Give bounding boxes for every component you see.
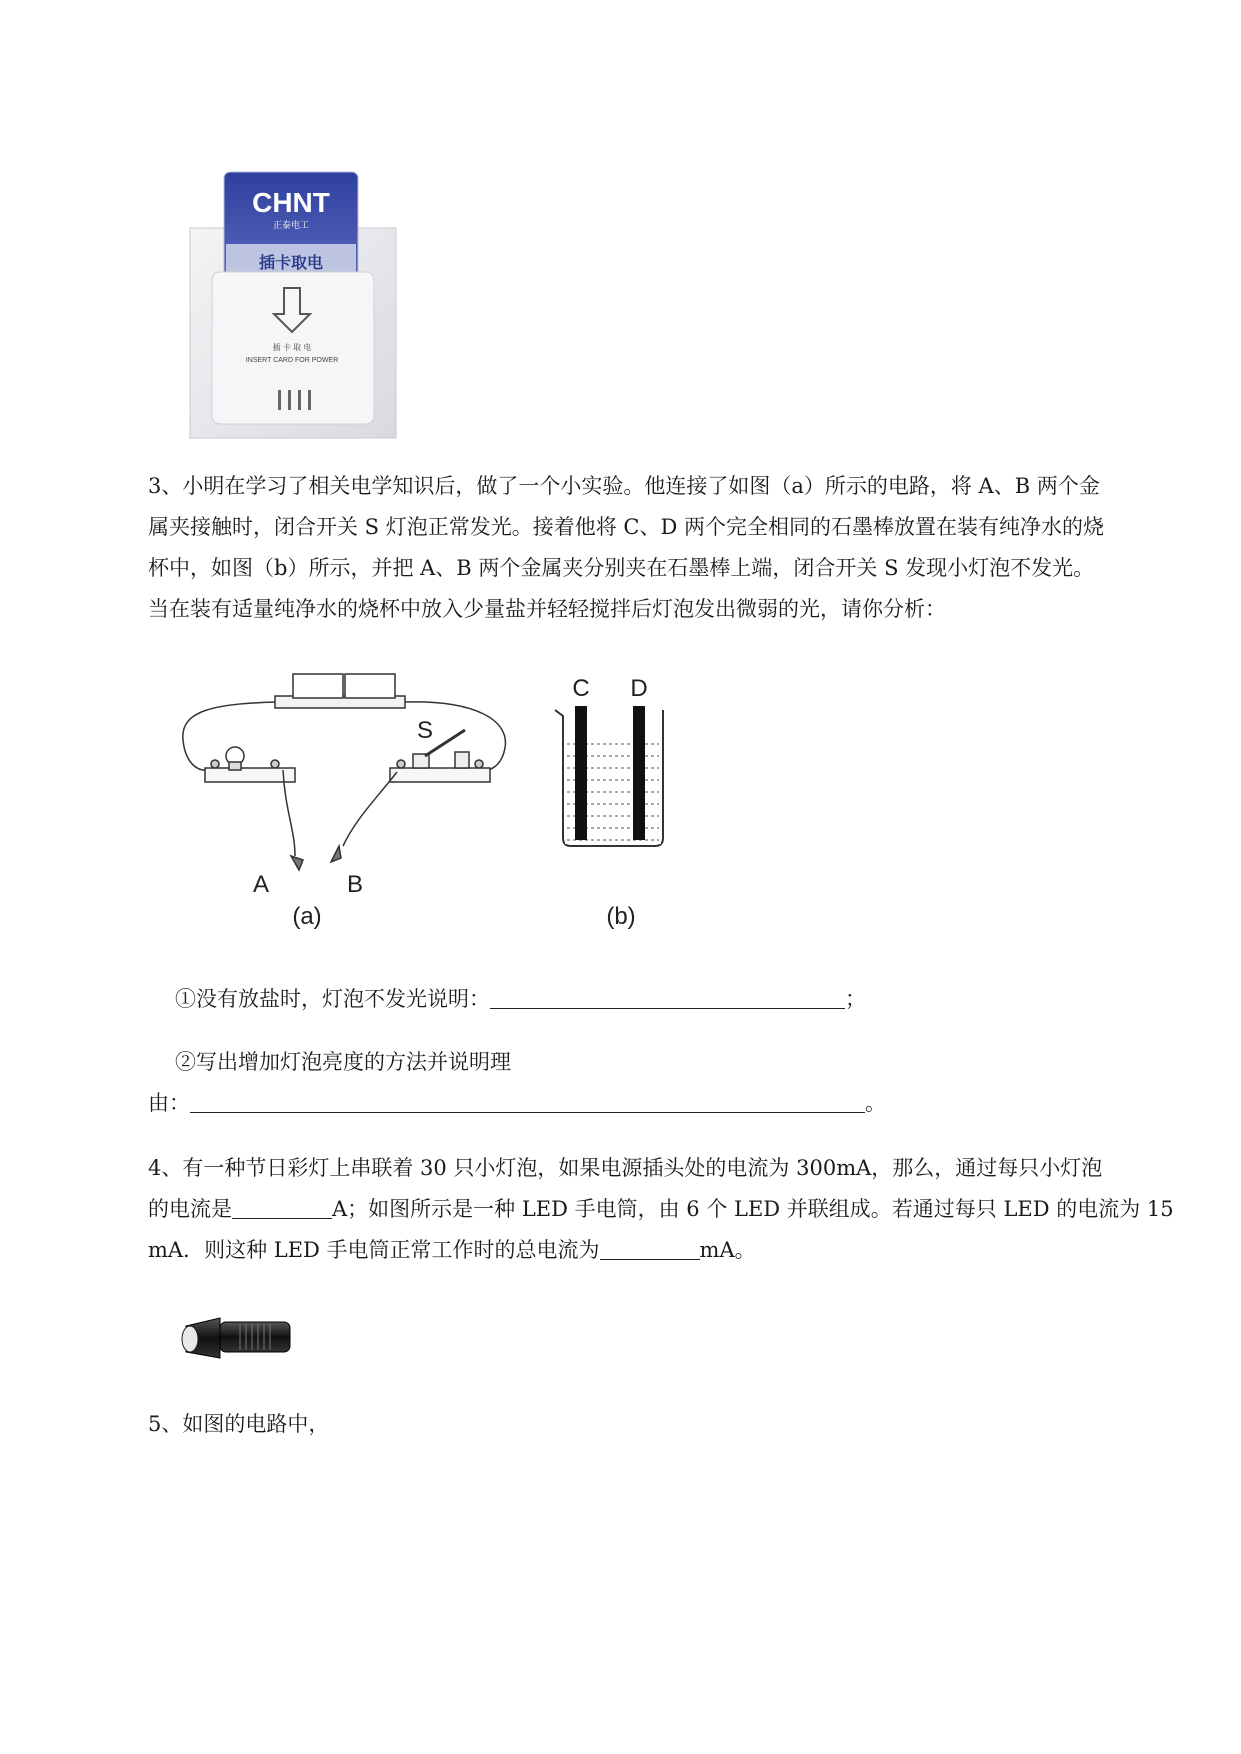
question-4 bbox=[148, 1148, 1174, 1271]
answer-blank-2[interactable] bbox=[190, 1088, 865, 1113]
answer-blank-3[interactable] bbox=[232, 1194, 332, 1219]
q4-line-1: 4、有一种节日彩灯上串联着 30 只小灯泡，如果电源插头处的电流为 300mA，那么，通过每只小灯泡 bbox=[148, 1156, 1103, 1180]
q3-line-2: 属夹接触时，闭合开关 S 灯泡正常发光。接着他将 C、D 两个完全相同的石墨棒放置在装有纯净水的烧 bbox=[148, 515, 1104, 539]
q3-sub1-text: ①没有放盐时，灯泡不发光说明： bbox=[175, 987, 490, 1011]
caption-b: (b) bbox=[606, 903, 636, 930]
caption-a: (a) bbox=[292, 903, 322, 930]
question-5 bbox=[148, 1404, 1168, 1445]
q3-line-1: 3、小明在学习了相关电学知识后，做了一个小实验。他连接了如图（a）所示的电路，将 A、B 两个金 bbox=[148, 474, 1100, 498]
answer-blank-4[interactable] bbox=[600, 1235, 700, 1260]
slot-label-en: INSERT CARD FOR POWER bbox=[245, 357, 339, 364]
q3-sub-2-line2 bbox=[148, 1083, 1168, 1124]
q3-line-4: 当在装有适量纯净水的烧杯中放入少量盐并轻轻搅拌后灯泡发出微弱的光，请你分析： bbox=[148, 597, 946, 621]
q4-line-2a: 的电流是 bbox=[148, 1197, 232, 1221]
graphite-rod-c bbox=[575, 706, 587, 840]
q3-sub-1 bbox=[175, 979, 1195, 1020]
q4-line-3b: mA。 bbox=[699, 1238, 756, 1262]
circuit-a bbox=[183, 674, 506, 870]
brand-logo: CHNT bbox=[252, 187, 330, 218]
label-c: C bbox=[572, 675, 590, 702]
q3-line-3: 杯中，如图（b）所示，并把 A、B 两个金属夹分别夹在石墨棒上端，闭合开关 S 发现小灯泡不发光。 bbox=[148, 556, 1095, 580]
flashlight-image bbox=[180, 1302, 300, 1372]
q3-sub2-text: ②写出增加灯泡亮度的方法并说明理 bbox=[175, 1050, 511, 1074]
question-3 bbox=[148, 466, 1168, 630]
q5-text: 5、如图的电路中， bbox=[148, 1412, 330, 1436]
q4-line-2b: A；如图所示是一种 LED 手电筒，由 6 个 LED 并联组成。若通过每只 LED 的电流为 15 bbox=[332, 1197, 1174, 1221]
answer-blank-1[interactable] bbox=[490, 984, 845, 1009]
slot-label-cn: 插 卡 取 电 bbox=[272, 343, 312, 352]
circuit-figure bbox=[175, 660, 735, 940]
card-text: 插卡取电 bbox=[258, 255, 324, 272]
label-d: D bbox=[630, 675, 648, 702]
q4-line-3a: mA．则这种 LED 手电筒正常工作时的总电流为 bbox=[148, 1238, 600, 1262]
graphite-rod-d bbox=[633, 706, 645, 840]
q3-sub-2 bbox=[175, 1042, 1195, 1083]
q3-sub1-end: ； bbox=[845, 987, 866, 1011]
card-power-switch-image bbox=[188, 168, 398, 440]
label-s: S bbox=[417, 717, 434, 744]
q3-sub2-line2: 由： bbox=[148, 1091, 190, 1115]
brand-sub: 正泰电工 bbox=[272, 220, 310, 230]
q3-sub2-end: 。 bbox=[865, 1091, 886, 1115]
label-a: A bbox=[253, 871, 270, 898]
beaker-b bbox=[555, 706, 663, 846]
label-b: B bbox=[347, 871, 364, 898]
